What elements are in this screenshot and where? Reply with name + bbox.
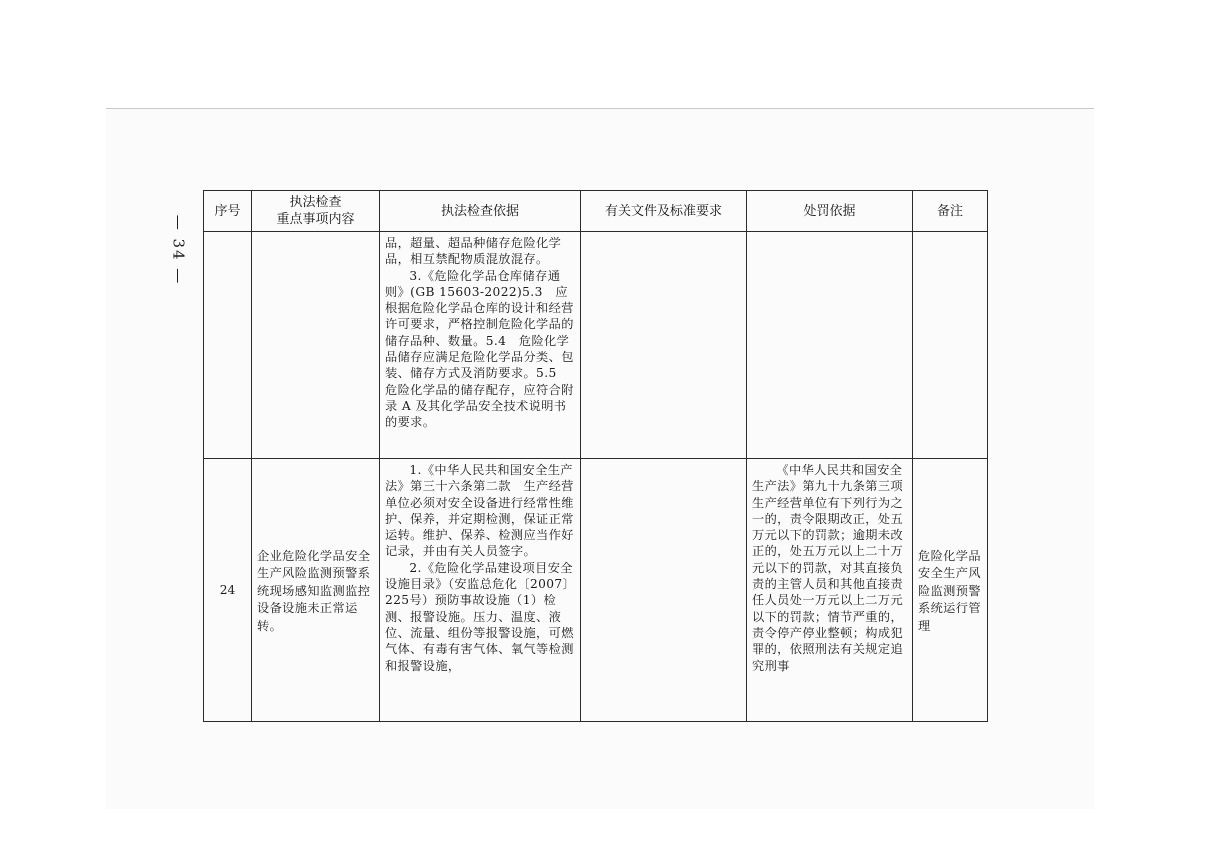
row24-item: 企业危险化学品安全生产风险监测预警系统现场感知监测监控设备设施未正常运转。 [257,548,371,633]
row24-penalty [747,459,916,722]
row23-basis [380,232,581,459]
header-item-line2: 重点事项内容 [276,212,355,227]
row23-basis-p2: 3.《危险化学品仓库储存通则》(GB 15603-2022)5.3 应根据危险化学品仓库的设计和经营许可要求，严格控制危险化学品的储存品种、数量。5.4 危险化学品储存应满足危险化学品分类、包装、储存方式及消防要求。5.5 危险化学品的储存配存，应符合附录 A 及其化学品安全技术说明书的要求。 [385,268,574,430]
row24-docs [581,459,747,722]
table-row [204,459,988,722]
header-basis: 执法检查依据 [380,191,581,232]
header-item [252,191,380,232]
row23-basis-p1: 品，超量、超品种储存危险化学品，相互禁配物质混放混存。 [385,236,562,267]
row24-remark: 危险化学品安全生产风险监测预警系统运行管理 [918,548,981,633]
row24-penalty-text: 《中华人民共和国安全生产法》第九十九条第三项 生产经营单位有下列行为之一的，责令限期改正，处五万元以下的罚款；逾期未改正的，处五万元以上二十万元以下的罚款，对其直接负责的主管人员和其他直接责任人员处一万元以上二万元以下的罚款；情节严重的，责令停产停业整顿；构成犯罪的，依照刑法有关规定追究刑事 [752,463,916,673]
row24-item-cell [252,459,380,722]
header-seq: 序号 [204,191,252,232]
header-remark: 备注 [913,191,988,232]
row24-remark-cell [913,459,988,722]
table-row [204,232,988,459]
row23-seq [204,232,252,459]
row23-penalty [747,232,913,459]
row24-seq: 24 [204,459,252,722]
row24-basis-p1: 1.《中华人民共和国安全生产法》第三十六条第二款 生产经营单位必须对安全设备进行经常性维护、保养，并定期检测，保证正常运转。维护、保养、检测应当作好记录，并由有关人员签字。 [385,463,574,559]
row23-item [252,232,380,459]
header-docs: 有关文件及标准要求 [581,191,747,232]
table-header-row [204,191,988,232]
row23-docs [581,232,747,459]
row23-remark [913,232,988,459]
enforcement-table [203,190,988,722]
row24-basis-p2: 2.《危险化学品建设项目安全设施目录》（安监总危化〔2007〕225号）预防事故设施（1）检测、报警设施。压力、温度、液位、流量、组份等报警设施，可燃气体、有毒有害气体、氧气等检测和报警设施， [385,560,574,673]
header-item-line1: 执法检查 [289,195,342,210]
page-number: — 34 — [169,214,187,286]
header-penalty: 处罚依据 [747,191,913,232]
row24-basis [380,459,581,722]
